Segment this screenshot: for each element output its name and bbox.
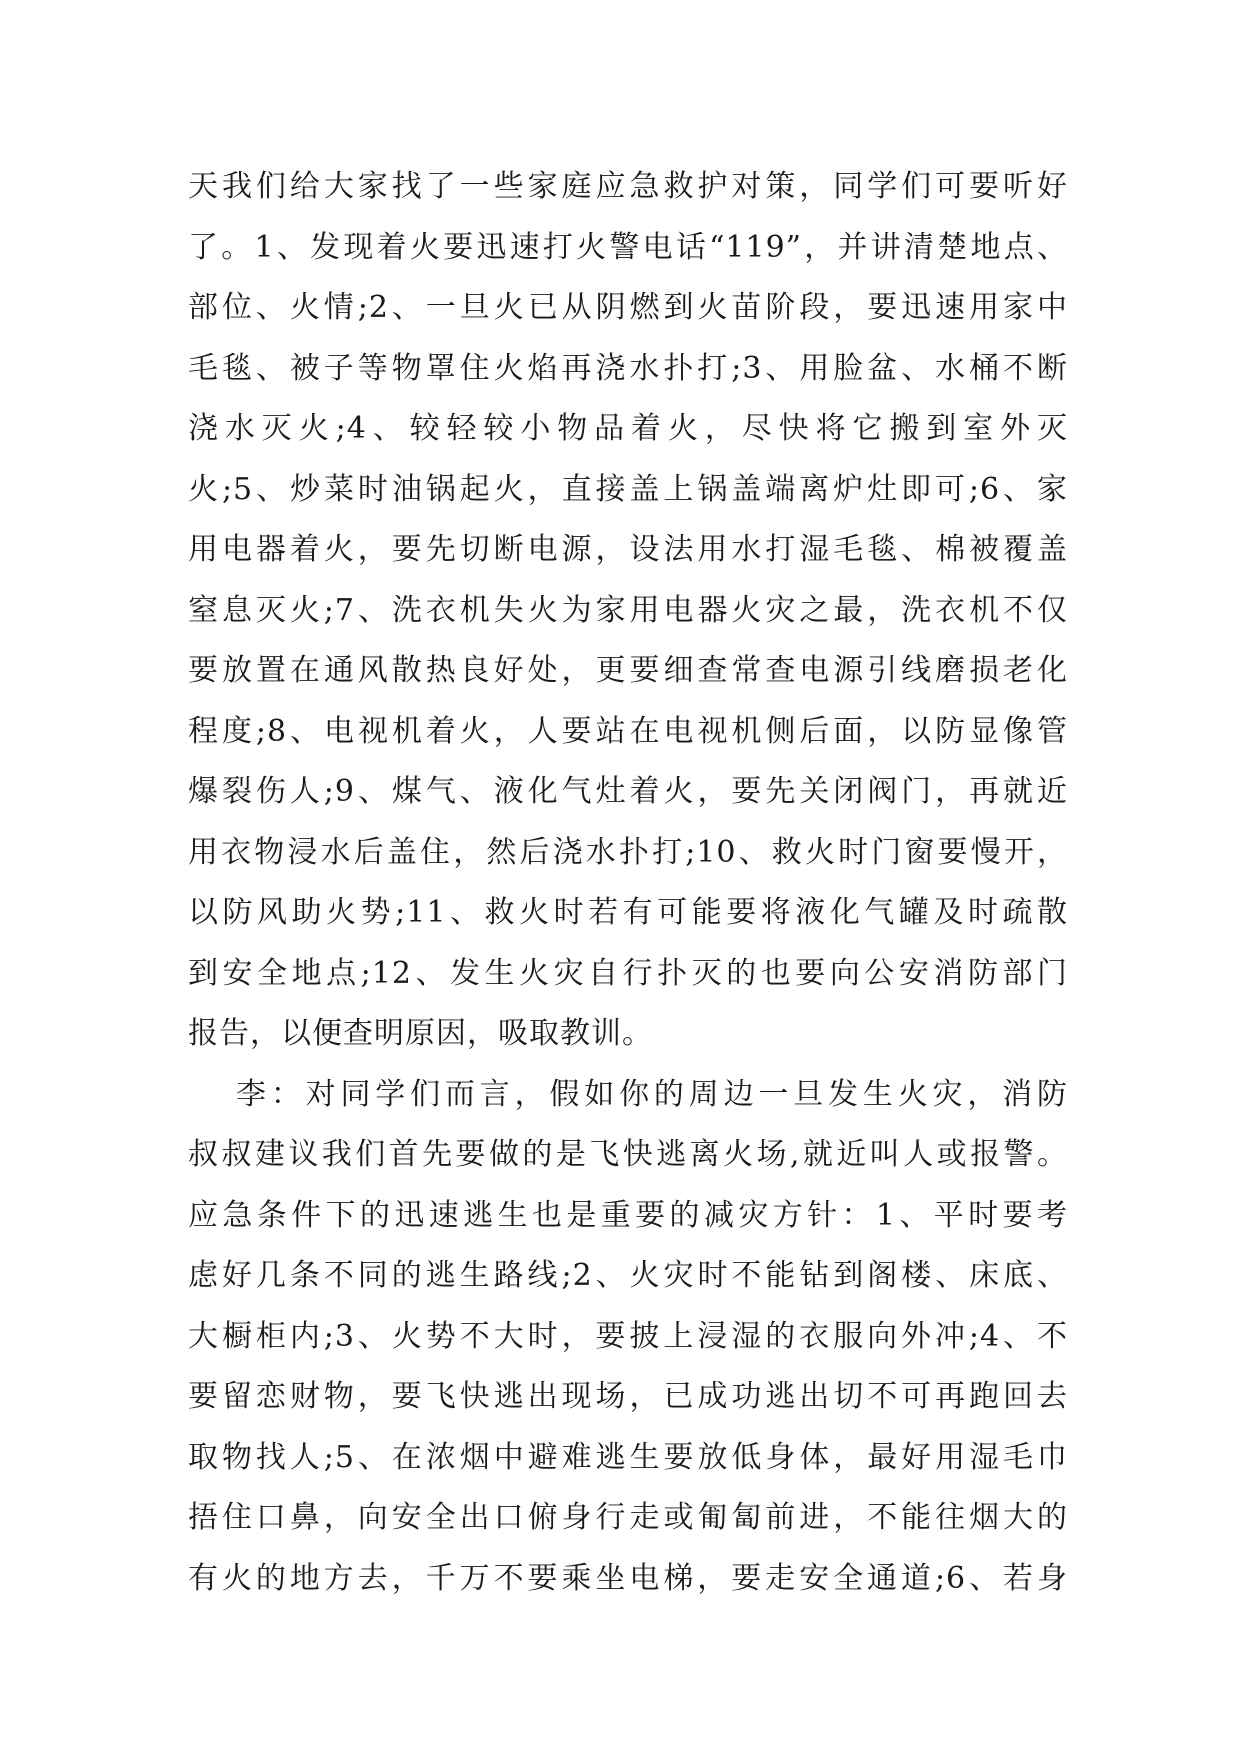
paragraph-start-line: 李：对同学们而言，假如你的周边一旦发生火灾，消防 [236,1076,1068,1112]
text-line: 应急条件下的迅速逃生也是重要的减灾方针：1、平时要考 [188,1197,1068,1233]
text-line: 报告，以便查明原因，吸取教训。 [188,1016,653,1051]
text-line: 大橱柜内;3、火势不大时，要披上浸湿的衣服向外冲;4、不 [188,1318,1068,1354]
text-line: 有火的地方去，千万不要乘坐电梯，要走安全通道;6、若身 [188,1560,1068,1596]
text-line: 天我们给大家找了一些家庭应急救护对策，同学们可要听好 [188,169,1068,204]
text-line: 以防风助火势;11、救火时若有可能要将液化气罐及时疏散 [188,895,1068,930]
text-line: 要放置在通风散热良好处，更要细查常查电源引线磨损老化 [188,653,1068,688]
text-line: 火;5、炒菜时油锅起火，直接盖上锅盖端离炉灶即可;6、家 [188,471,1068,507]
text-line: 部位、火情;2、一旦火已从阴燃到火苗阶段，要迅速用家中 [188,290,1068,325]
body-text [188,157,1068,1609]
text-line: 程度;8、电视机着火，人要站在电视机侧后面，以防显像管 [188,713,1068,749]
text-line: 爆裂伤人;9、煤气、液化气灶着火，要先关闭阀门，再就近 [188,774,1068,809]
text-line: 取物找人;5、在浓烟中避难逃生要放低身体，最好用湿毛巾 [188,1439,1068,1475]
text-line: 捂住口鼻，向安全出口俯身行走或匍匐前进，不能往烟大的 [188,1500,1068,1535]
text-line: 用电器着火，要先切断电源，设法用水打湿毛毯、棉被覆盖 [188,532,1068,567]
text-line: 浇水灭火;4、较轻较小物品着火，尽快将它搬到室外灭 [188,411,1068,446]
text-line: 了。1、发现着火要迅速打火警电话“119”，并讲清楚地点、 [188,229,1068,265]
text-line: 虑好几条不同的逃生路线;2、火灾时不能钻到阁楼、床底、 [188,1258,1068,1293]
text-line: 要留恋财物，要飞快逃出现场，已成功逃出切不可再跑回去 [188,1379,1068,1414]
text-line: 叔叔建议我们首先要做的是飞快逃离火场,就近叫人或报警。 [188,1137,1068,1172]
text-line: 毛毯、被子等物罩住火焰再浇水扑打;3、用脸盆、水桶不断 [188,350,1068,386]
text-line: 用衣物浸水后盖住，然后浇水扑打;10、救火时门窗要慢开， [188,834,1068,870]
text-line: 到安全地点;12、发生火灾自行扑灭的也要向公安消防部门 [188,955,1068,991]
text-line: 窒息灭火;7、洗衣机失火为家用电器火灾之最，洗衣机不仅 [188,592,1068,628]
